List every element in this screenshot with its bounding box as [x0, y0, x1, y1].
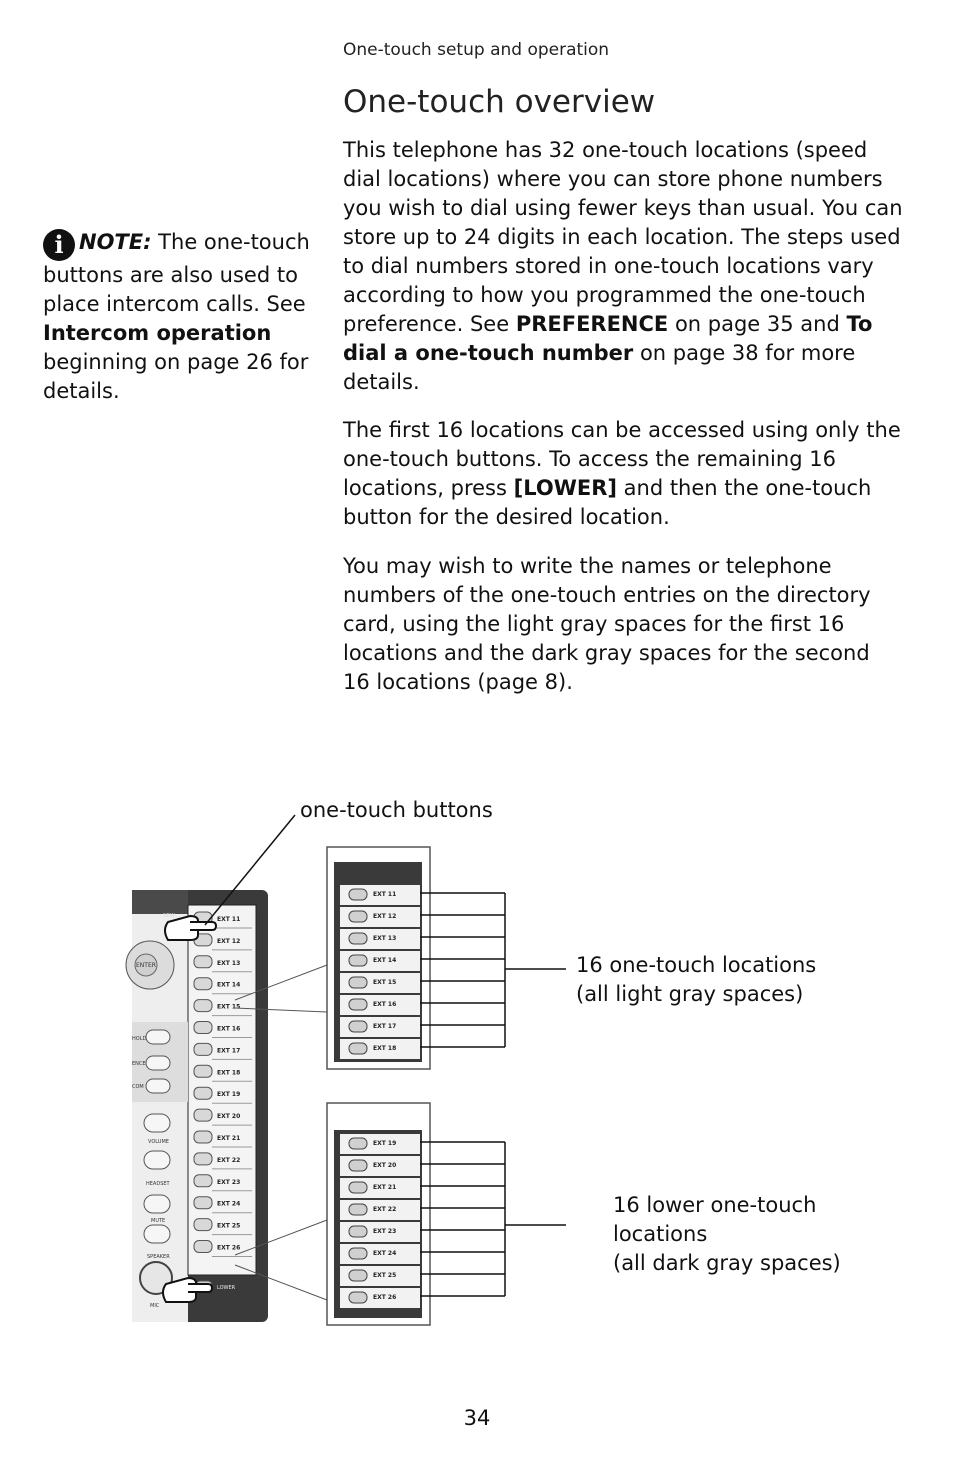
- para1-text-2: on page 35 and: [668, 312, 847, 336]
- zoom-button-label: EXT 25: [373, 1272, 397, 1279]
- zoom-button: [340, 1244, 420, 1264]
- label-lower-line-3: (all dark gray spaces): [613, 1251, 841, 1275]
- zoom-button: [340, 885, 420, 905]
- one-touch-button-label: EXT 17: [217, 1047, 241, 1055]
- one-touch-button-label: EXT 26: [217, 1244, 241, 1252]
- para1-bold-dial: To dial a one-touch number: [343, 312, 873, 365]
- label-conference: ENCE: [132, 1061, 146, 1067]
- zoom-button: [340, 1134, 420, 1154]
- one-touch-button-label: EXT 20: [217, 1113, 241, 1121]
- zoom-button-label: EXT 13: [373, 935, 397, 942]
- section-title: One-touch overview: [343, 84, 656, 120]
- note-text-2: beginning on page 26 for details.: [43, 350, 309, 403]
- paragraph-3: You may wish to write the names or telephone numbers of the one-touch entries on the directory card, using the light gray spaces for the first 16 locations and the dark gray spaces for the second 16 locations (page 8).: [343, 554, 871, 694]
- zoom-button: [340, 1200, 420, 1220]
- label-lower: LOWER: [217, 1285, 236, 1291]
- para2-text-1: The first 16 locations can be accessed using only the one-touch buttons. To access the remaining 16 locations, press: [343, 418, 901, 500]
- zoom-button-label: EXT 17: [373, 1023, 397, 1030]
- one-touch-button-label: EXT 19: [217, 1091, 241, 1099]
- zoom-button-label: EXT 11: [373, 891, 397, 898]
- bracket-leaders: [420, 893, 566, 1296]
- zoom-button: [340, 1156, 420, 1176]
- para2-text-2: and then the one-touch button for the desired location.: [343, 476, 872, 529]
- zoom-button-label: EXT 22: [373, 1206, 397, 1213]
- label-headset: HEADSET: [146, 1181, 170, 1187]
- zoom-button-label: EXT 12: [373, 913, 397, 920]
- label-new: NEW: [163, 913, 175, 919]
- one-touch-button-label: EXT 24: [217, 1200, 241, 1208]
- para2-bold-lower: [LOWER]: [513, 476, 617, 500]
- label-lower-line-2: locations: [613, 1222, 708, 1246]
- one-touch-button-label: EXT 16: [217, 1025, 241, 1033]
- note-link-intercom: Intercom operation: [43, 321, 272, 345]
- para1-text-3: on page 38 for more details.: [343, 341, 856, 394]
- label-one-touch-buttons: one-touch buttons: [300, 798, 493, 822]
- note-label: NOTE:: [79, 230, 152, 254]
- zoom-button-label: EXT 16: [373, 1001, 397, 1008]
- zoom-button-label: EXT 15: [373, 979, 397, 986]
- zoom-button: [340, 1017, 420, 1037]
- label-intercom: COM: [132, 1084, 144, 1090]
- label-upper-line-1: 16 one-touch locations: [576, 953, 817, 977]
- zoom-button-label: EXT 14: [373, 957, 397, 964]
- one-touch-button-label: EXT 11: [217, 916, 241, 923]
- label-mute: MUTE: [151, 1218, 166, 1224]
- label-volume: VOLUME: [148, 1139, 169, 1145]
- zoom-button-label: EXT 26: [373, 1294, 397, 1301]
- zoom-button: [340, 929, 420, 949]
- one-touch-button-label: EXT 12: [217, 937, 241, 945]
- zoom-button: [340, 995, 420, 1015]
- one-touch-button-label: EXT 25: [217, 1222, 241, 1230]
- one-touch-button-label: EXT 23: [217, 1178, 241, 1186]
- zoom-button-label: EXT 18: [373, 1045, 397, 1052]
- one-touch-button-label: EXT 22: [217, 1156, 241, 1164]
- label-enter: ENTER: [136, 962, 156, 969]
- zoom-button: [340, 907, 420, 927]
- one-touch-button-label: EXT 21: [217, 1135, 241, 1142]
- zoom-button-label: EXT 20: [373, 1162, 397, 1169]
- one-touch-button-label: EXT 18: [217, 1069, 241, 1077]
- zoom-button-label: EXT 23: [373, 1228, 397, 1235]
- one-touch-button-label: EXT 15: [217, 1003, 241, 1011]
- label-upper-line-2: (all light gray spaces): [576, 982, 804, 1006]
- label-hold: HOLD: [132, 1036, 147, 1042]
- zoom-button: [340, 951, 420, 971]
- one-touch-button-label: EXT 14: [217, 981, 241, 989]
- zoom-button: [340, 1288, 420, 1308]
- zoom-button: [340, 1178, 420, 1198]
- running-header: One-touch setup and operation: [343, 40, 610, 60]
- label-lower-line-1: 16 lower one-touch: [613, 1193, 817, 1217]
- zoom-button: [340, 1222, 420, 1242]
- para1-text-1: This telephone has 32 one-touch locations (speed dial locations) where you can store phone numbers you wish to dial using fewer keys than usual. You can store up to 24 digits in each location. The steps used to dial numbers stored in one-touch locations vary according to how you programmed the one-touch preference. See: [343, 138, 903, 336]
- page-number: 34: [463, 1406, 491, 1430]
- para1-bold-preference: PREFERENCE: [515, 312, 669, 336]
- zoom-button-label: EXT 21: [373, 1184, 397, 1191]
- zoom-button: [340, 973, 420, 993]
- note-text-1: The one-touch buttons are also used to place intercom calls. See: [43, 230, 310, 316]
- label-speaker: SPEAKER: [147, 1254, 170, 1260]
- zoom-button: [340, 1266, 420, 1286]
- label-mic: MIC: [150, 1303, 160, 1309]
- zoom-button-label: EXT 19: [373, 1140, 397, 1147]
- info-icon: i: [43, 229, 75, 261]
- one-touch-button-label: EXT 13: [217, 959, 241, 967]
- zoom-button: [340, 1039, 420, 1059]
- zoom-button-label: EXT 24: [373, 1250, 397, 1257]
